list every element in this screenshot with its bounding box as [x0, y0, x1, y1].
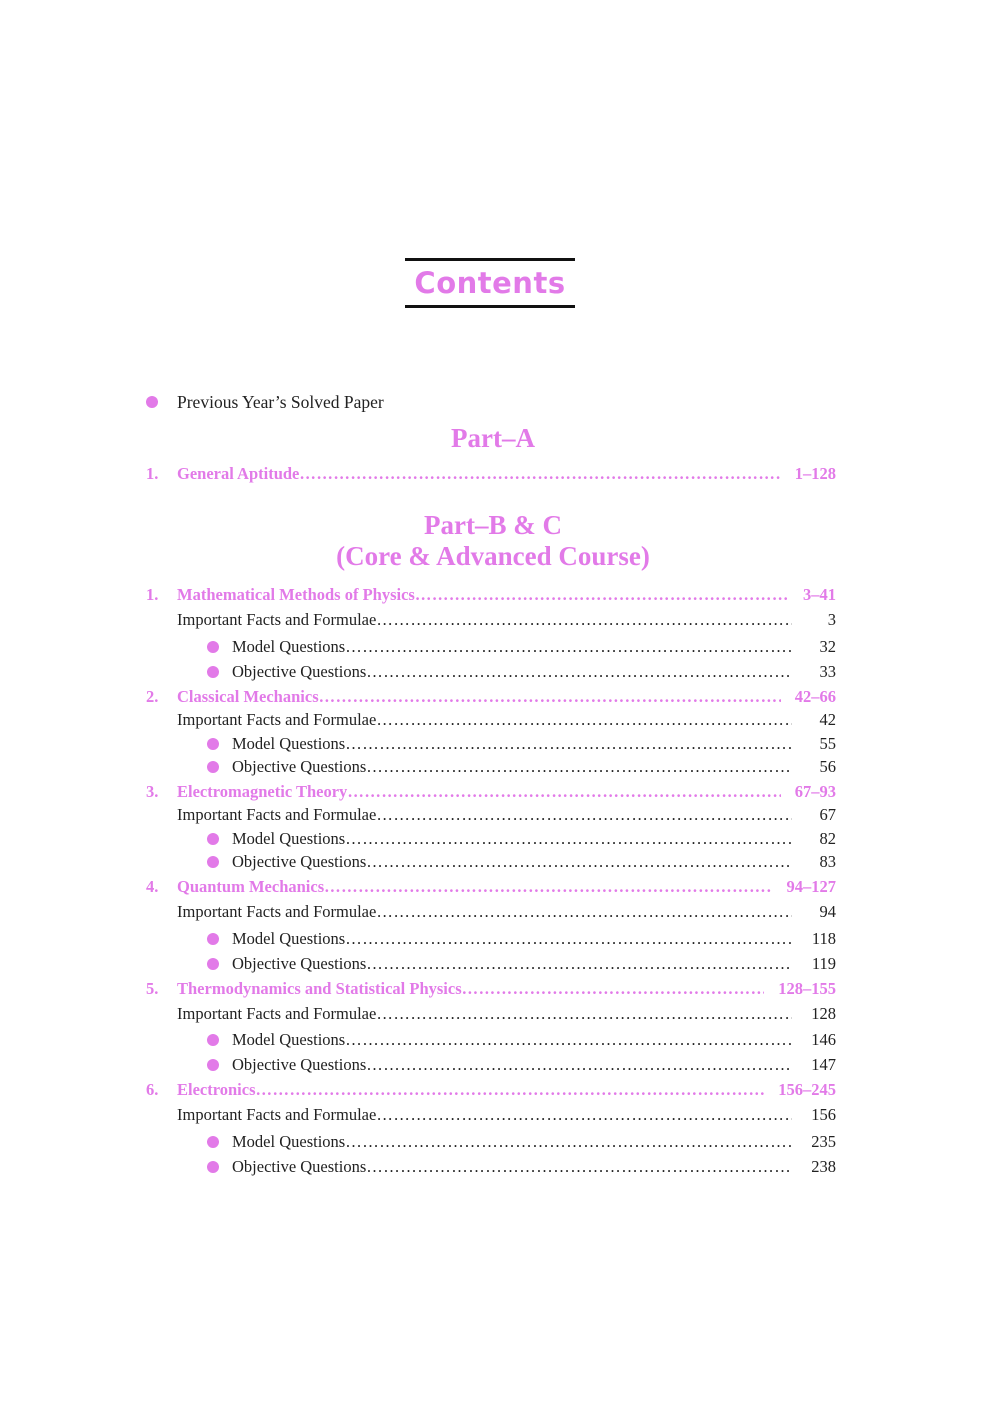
model-questions-row[interactable] [146, 928, 836, 950]
leader-dots [319, 687, 781, 707]
model-label: Model Questions [232, 637, 346, 656]
model-questions-row[interactable] [146, 1131, 836, 1153]
leader-dots [376, 1105, 792, 1125]
facts-label: Important Facts and Formulae [177, 1105, 377, 1124]
part-a-heading: Part–A [451, 423, 535, 453]
objective-questions-row[interactable] [146, 851, 836, 873]
chapter-pages: 42–66 [794, 687, 836, 706]
objective-label: Objective Questions [232, 1055, 367, 1074]
chapter-row[interactable] [146, 584, 836, 606]
facts-page: 156 [811, 1105, 836, 1124]
leader-dots [366, 662, 792, 682]
leader-dots [366, 757, 792, 777]
bullet-icon [207, 1034, 219, 1046]
facts-label: Important Facts and Formulae [177, 710, 377, 729]
chapter-pages: 94–127 [786, 877, 836, 896]
leader-dots [256, 1080, 765, 1100]
bullet-icon [207, 833, 219, 845]
leader-dots [345, 829, 792, 849]
leader-dots [376, 902, 792, 922]
model-questions-row[interactable] [146, 828, 836, 850]
model-questions-row[interactable] [146, 1029, 836, 1051]
objective-label: Objective Questions [232, 757, 367, 776]
chapter-number: 4. [146, 877, 159, 896]
objective-questions-row[interactable] [146, 953, 836, 975]
bullet-icon [207, 933, 219, 945]
previous-paper-label: Previous Year’s Solved Paper [177, 391, 384, 412]
facts-page: 42 [819, 710, 836, 729]
bullet-icon [207, 1059, 219, 1071]
bullet-icon [207, 958, 219, 970]
chapter-number: 6. [146, 1080, 159, 1099]
model-page: 82 [819, 829, 836, 848]
chapter-title: Mathematical Methods of Physics [177, 585, 415, 604]
leader-dots [324, 877, 772, 897]
model-label: Model Questions [232, 734, 346, 753]
objective-page: 83 [819, 852, 836, 871]
chapter-pages: 156–245 [778, 1080, 836, 1099]
model-page: 235 [811, 1132, 836, 1151]
facts-row[interactable] [146, 709, 836, 731]
chapter-number: 1. [146, 585, 159, 604]
objective-label: Objective Questions [232, 954, 367, 973]
chapter-pages: 1–128 [794, 464, 836, 483]
leader-dots [415, 585, 789, 605]
chapter-row[interactable] [146, 876, 836, 898]
objective-page: 33 [819, 662, 836, 681]
facts-row[interactable] [146, 1003, 836, 1025]
bullet-icon [207, 1136, 219, 1148]
facts-page: 3 [827, 610, 836, 629]
leader-dots [462, 979, 765, 999]
objective-label: Objective Questions [232, 1157, 367, 1176]
leader-dots [345, 1132, 792, 1152]
objective-questions-row[interactable] [146, 1054, 836, 1076]
chapter-number: 5. [146, 979, 159, 998]
chapter-title: Classical Mechanics [177, 687, 319, 706]
part-bc-subheading: (Core & Advanced Course) [336, 541, 650, 571]
bullet-icon [207, 641, 219, 653]
chapter-pages: 3–41 [803, 585, 836, 604]
objective-label: Objective Questions [232, 662, 367, 681]
contents-title-box [405, 258, 575, 308]
model-label: Model Questions [232, 1132, 346, 1151]
leader-dots [376, 1004, 792, 1024]
model-questions-row[interactable] [146, 733, 836, 755]
model-page: 118 [811, 929, 836, 948]
chapter-title: Electronics [177, 1080, 256, 1099]
page-title: Contents [414, 266, 566, 300]
leader-dots [376, 610, 792, 630]
bullet-icon [207, 738, 219, 750]
chapter-title: General Aptitude [177, 464, 300, 483]
leader-dots [366, 1157, 792, 1177]
objective-page: 147 [811, 1055, 836, 1074]
objective-page: 238 [811, 1157, 836, 1176]
leader-dots [347, 782, 780, 802]
leader-dots [376, 805, 792, 825]
model-page: 32 [819, 637, 836, 656]
leader-dots [345, 734, 792, 754]
model-page: 146 [811, 1030, 836, 1049]
bullet-icon [207, 761, 219, 773]
leader-dots [366, 954, 792, 974]
part-bc-heading: Part–B & C [424, 510, 562, 540]
chapter-pages: 67–93 [794, 782, 836, 801]
chapter-row[interactable] [146, 781, 836, 803]
chapter-number: 2. [146, 687, 159, 706]
leader-dots [345, 929, 792, 949]
objective-questions-row[interactable] [146, 756, 836, 778]
chapter-pages: 128–155 [778, 979, 836, 998]
chapter-row[interactable] [146, 463, 836, 485]
facts-row[interactable] [146, 609, 836, 631]
facts-page: 94 [819, 902, 836, 921]
model-label: Model Questions [232, 929, 346, 948]
leader-dots [376, 710, 792, 730]
chapter-title: Quantum Mechanics [177, 877, 325, 896]
bullet-icon [207, 666, 219, 678]
model-page: 55 [819, 734, 836, 753]
facts-row[interactable] [146, 1104, 836, 1126]
objective-page: 56 [819, 757, 836, 776]
bullet-icon [207, 856, 219, 868]
chapter-title: Electromagnetic Theory [177, 782, 348, 801]
leader-dots [345, 637, 792, 657]
chapter-title: Thermodynamics and Statistical Physics [177, 979, 462, 998]
facts-label: Important Facts and Formulae [177, 902, 377, 921]
objective-label: Objective Questions [232, 852, 367, 871]
bullet-icon [207, 1161, 219, 1173]
chapter-row[interactable] [146, 978, 836, 1000]
facts-page: 128 [811, 1004, 836, 1023]
leader-dots [366, 1055, 792, 1075]
facts-page: 67 [819, 805, 836, 824]
chapter-row[interactable] [146, 1079, 836, 1101]
objective-page: 119 [811, 954, 836, 973]
objective-questions-row[interactable] [146, 1156, 836, 1178]
model-label: Model Questions [232, 1030, 346, 1049]
leader-dots [299, 464, 780, 484]
chapter-row[interactable] [146, 686, 836, 708]
previous-paper-item[interactable] [146, 391, 384, 413]
chapter-number: 1. [146, 464, 159, 483]
facts-row[interactable] [146, 804, 836, 826]
bullet-icon [146, 396, 158, 408]
model-questions-row[interactable] [146, 636, 836, 658]
facts-row[interactable] [146, 901, 836, 923]
facts-label: Important Facts and Formulae [177, 610, 377, 629]
objective-questions-row[interactable] [146, 661, 836, 683]
leader-dots [345, 1030, 792, 1050]
leader-dots [366, 852, 792, 872]
facts-label: Important Facts and Formulae [177, 805, 377, 824]
model-label: Model Questions [232, 829, 346, 848]
chapter-number: 3. [146, 782, 159, 801]
facts-label: Important Facts and Formulae [177, 1004, 377, 1023]
